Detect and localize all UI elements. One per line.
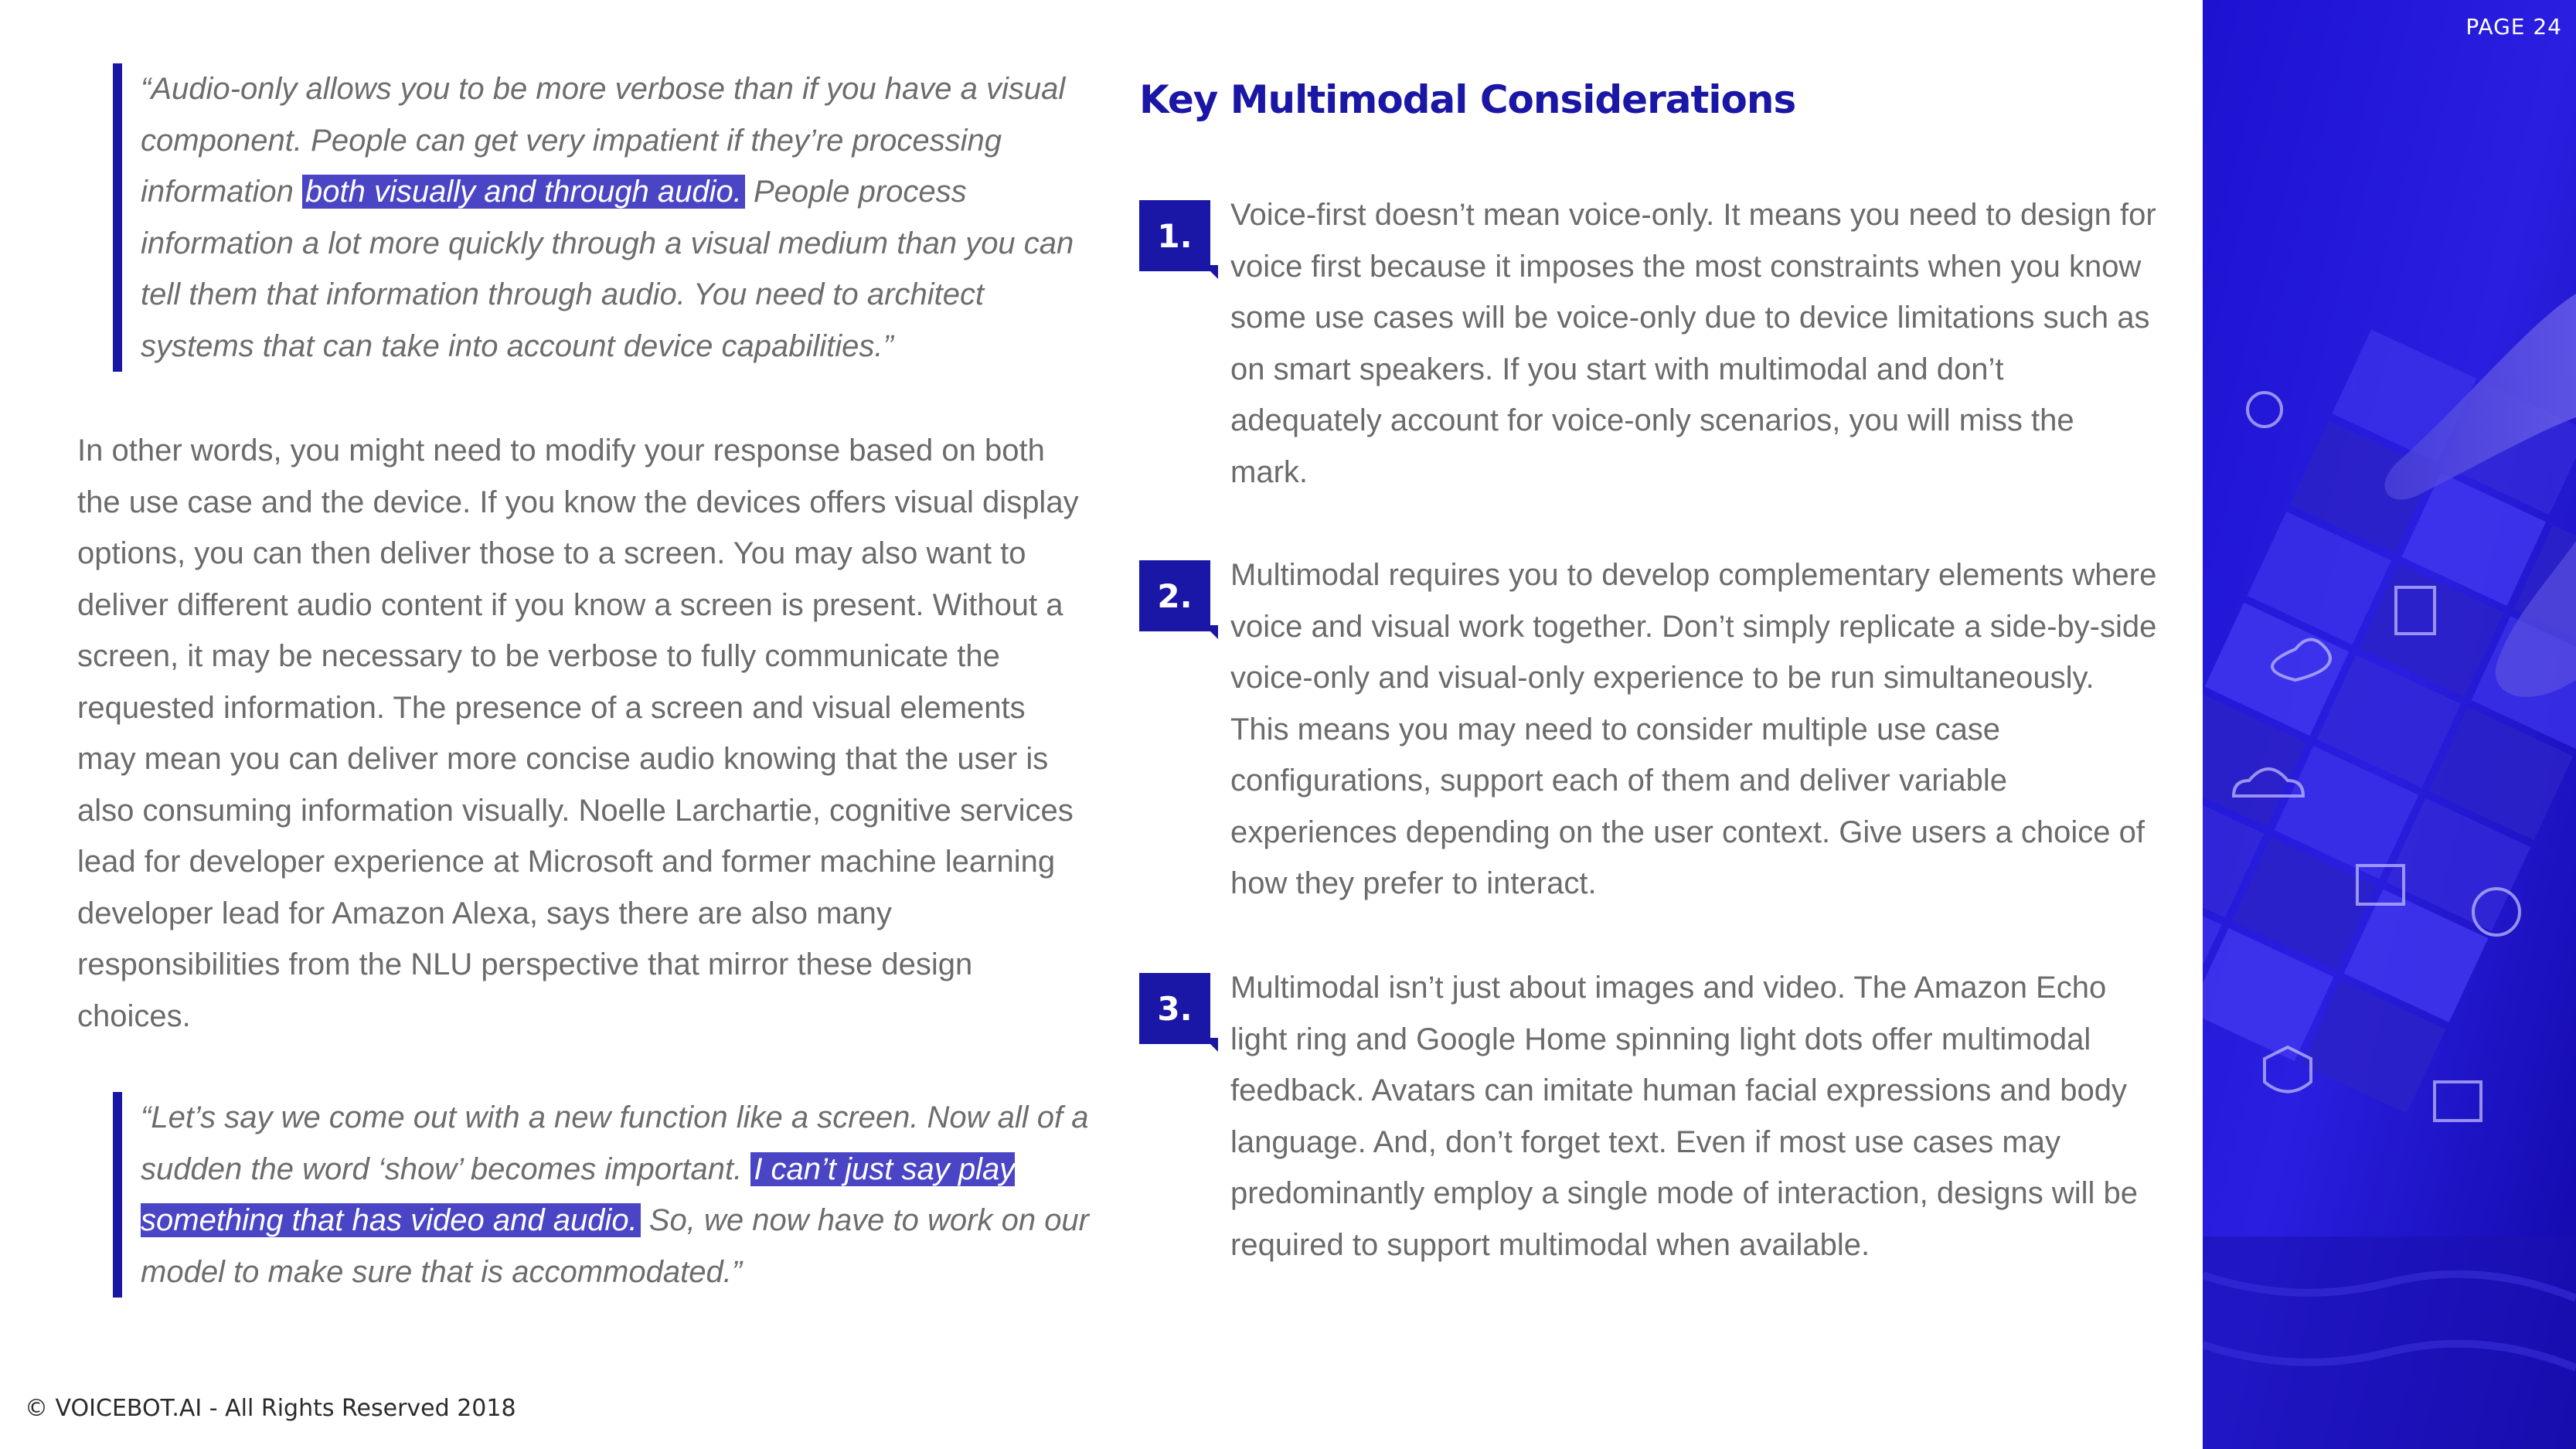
tablet-photo-illustration bbox=[2203, 0, 2576, 1449]
quote-highlight: both visually and through audio. bbox=[302, 175, 745, 209]
consideration-text: Voice-first doesn’t mean voice-only. It means you need to design for voice first because it imposes the most constraints when you know some use cases will be voice-only due to device limitations such as on smart speakers. If you start with multimodal and don’t adequately account for voice-only scenarios, you will miss the mark. bbox=[1230, 198, 2156, 489]
number-badge: 2. bbox=[1139, 560, 1210, 631]
quote-text: People process information a lot more quickly through a visual medium than you can tell them that information through audio. You need to architect systems that can take into account device capabilities.” bbox=[141, 175, 1074, 363]
number-badge: 1. bbox=[1139, 200, 1210, 271]
pull-quote-screen-function bbox=[113, 1092, 1091, 1298]
pull-quote-audio-only bbox=[113, 63, 1091, 372]
copyright-footer: © VOICEBOT.AI - All Rights Reserved 2018 bbox=[25, 1395, 516, 1422]
body-paragraph: In other words, you might need to modify your response based on both the use case and the device. If you know the devices offers visual display options, you can then deliver those to a screen. You may also want to deliver different audio content if you know a screen is present. Without a screen, it may be necessary to be verbose to fully communicate the requested information. The presence of a screen and visual elements may mean you can deliver more concise audio knowing that the user is also consuming information visually. Noelle Larchartie, cognitive services lead for developer experience at Microsoft and former machine learning developer lead for Amazon Alexa, says there are also many responsibilities from the NLU perspective that mirror these design choices. bbox=[77, 434, 1079, 1033]
number-badge: 3. bbox=[1139, 973, 1210, 1044]
consideration-text: Multimodal isn’t just about images and video. The Amazon Echo light ring and Google Home spinning light dots offer multimodal feedback. Avatars can imitate human facial expressions and body language. And, don’t forget text. Even if most use cases may predominantly employ a single mode of interaction, designs will be required to support multimodal when available. bbox=[1230, 971, 2138, 1262]
quote-text: “Audio-only allows you to be more verbose than if you have a visual component. People can get very impatient if they’re processing information bbox=[141, 72, 1066, 209]
quote-highlight: I can’t just say play something that has video and audio. bbox=[141, 1151, 1016, 1237]
quote-text: So, we now have to work on our model to make sure that is accommodated.” bbox=[141, 1203, 1089, 1289]
tablet-photo-panel bbox=[2203, 0, 2576, 1449]
section-title: Key Multimodal Considerations bbox=[1139, 77, 1796, 122]
page-number: PAGE 24 bbox=[2465, 14, 2562, 39]
consideration-text: Multimodal requires you to develop complementary elements where voice and visual work together. Don’t simply replicate a side-by-side voice-only and visual-only experience to be run simultaneously. This means you may need to consider multiple use case configurations, support each of them and deliver variable experiences depending on the user context. Give users a choice of how they prefer to interact. bbox=[1230, 558, 2157, 900]
quote-text: “Let’s say we come out with a new function like a screen. Now all of a sudden the word ‘show’ becomes important. bbox=[141, 1100, 1089, 1186]
